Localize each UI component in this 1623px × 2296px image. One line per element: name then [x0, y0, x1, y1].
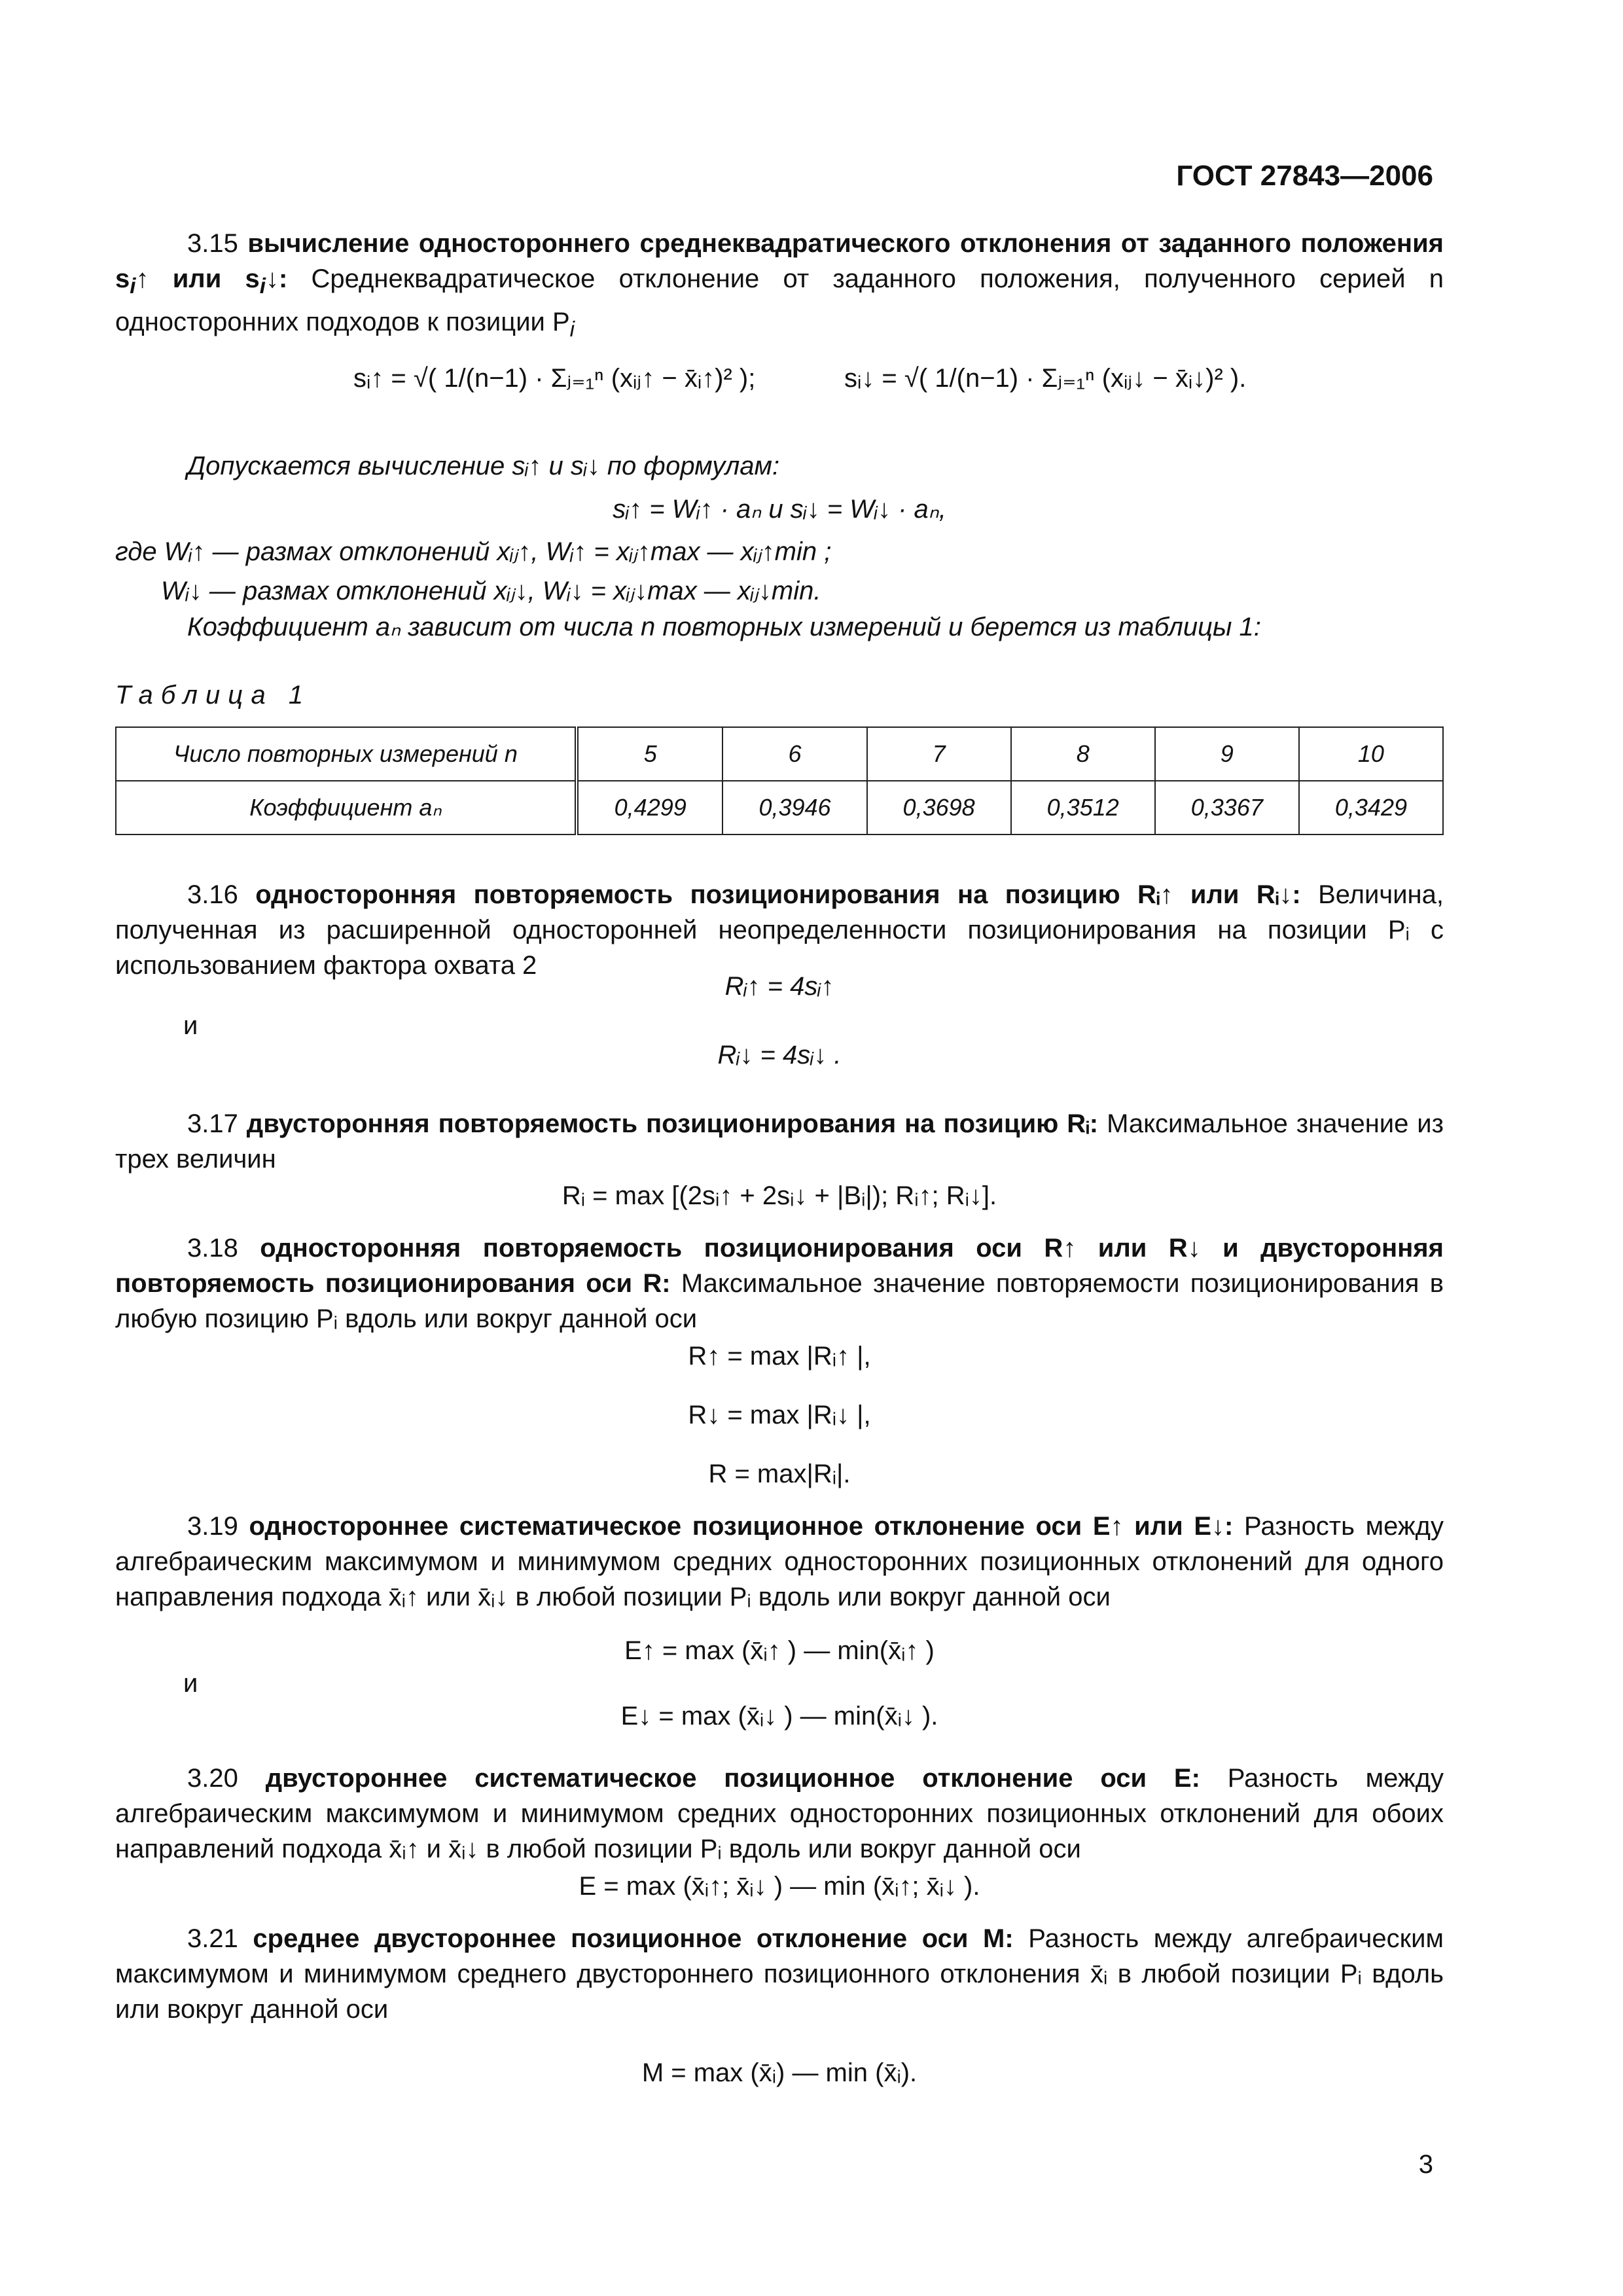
- formula-r-up: Rᵢ↑ = 4sᵢ↑: [724, 972, 834, 1001]
- formula-m: M = max (x̄ᵢ) — min (x̄ᵢ).: [641, 2058, 918, 2087]
- clause-term-tail: ↑ или s: [135, 264, 260, 293]
- clause-3-16: [115, 877, 1444, 983]
- clause-text: Максимальное значение повторяемости позиционирования в любую позицию Pᵢ вдоль или вокруг данной оси: [115, 1269, 1444, 1333]
- table-cell: 10: [1299, 727, 1443, 781]
- clause-term: одностороннее систематическое позиционное отклонение оси E↑ или E↓:: [249, 1512, 1234, 1541]
- clause-number: 3.16: [187, 880, 238, 909]
- clause-number: 3.20: [187, 1764, 238, 1793]
- clause-text: Среднеквадратическое отклонение от заданного положения, полученного серией n односторонних подходов к позиции P: [115, 264, 1444, 336]
- table-cell: 9: [1155, 727, 1299, 781]
- subscript-i: i: [569, 317, 575, 342]
- table-cell: 0,4299: [577, 781, 722, 834]
- subscript-i: i: [130, 274, 136, 298]
- formula-r-axis-down: R↓ = max |Rᵢ↓ |,: [688, 1401, 871, 1429]
- table-cell: 8: [1011, 727, 1155, 781]
- clause-term: вычисление одностороннего среднеквадратического отклонения от заданного положения s: [115, 229, 1444, 293]
- clause-text: Разность между алгебраическим максимумом и минимумом средних односторонних позиционных отклонений для обоих направлений подхода x̄ᵢ↑ и x̄ᵢ↓ в любой позиции Pᵢ вдоль или вокруг данной оси: [115, 1764, 1444, 1863]
- clause-3-20: [115, 1761, 1444, 1867]
- where-line-2: Wᵢ↓ — размах отклонений xᵢⱼ↓, Wᵢ↓ = xᵢⱼ↓max — xᵢⱼ↓min.: [161, 577, 821, 605]
- conjunction: и: [183, 1669, 198, 1698]
- table-cell: 0,3698: [867, 781, 1011, 834]
- formula-s-down: sᵢ↓ = √( 1/(n−1) · Σⱼ₌₁ⁿ (xᵢⱼ↓ − x̄ᵢ↓)² ).: [844, 364, 1247, 393]
- clause-text: Величина, полученная из расширенной односторонней неопределенности позиционирования на позиции Pᵢ с использованием фактора охвата 2: [115, 880, 1444, 980]
- clause-number: 3.15: [187, 229, 238, 258]
- formula-e-axis: E = max (x̄ᵢ↑; x̄ᵢ↓ ) — min (x̄ᵢ↑; x̄ᵢ↓ ).: [579, 1872, 980, 1901]
- where-line-1: где Wᵢ↑ — размах отклонений xᵢⱼ↑, Wᵢ↑ = xᵢⱼ↑max — xᵢⱼ↑min ;: [115, 537, 832, 566]
- conjunction: и: [183, 1011, 198, 1040]
- page-number: 3: [1418, 2150, 1433, 2179]
- subscript-i: i: [259, 274, 266, 298]
- clause-3-19: [115, 1509, 1444, 1615]
- clause-term: односторонняя повторяемость позиционирования на позицию Rᵢ↑ или Rᵢ↓:: [255, 880, 1301, 909]
- table-cell: 7: [867, 727, 1011, 781]
- formula-r-axis: R = max|Rᵢ|.: [708, 1460, 851, 1488]
- formula-e-up: E↑ = max (x̄ᵢ↑ ) — min(x̄ᵢ↑ ): [624, 1636, 935, 1665]
- clause-text: Разность между алгебраическим максимумом и минимумом среднего двустороннего позиционного отклонения x̄ᵢ в любой позиции Pᵢ вдоль или вокруг данной оси: [115, 1924, 1444, 2024]
- clause-term: среднее двустороннее позиционное отклонение оси M:: [253, 1924, 1014, 1953]
- formula-r-down: Rᵢ↓ = 4sᵢ↓ .: [717, 1041, 842, 1069]
- clause-3-15: [115, 226, 1444, 348]
- coefficient-table: [115, 726, 1444, 835]
- clause-number: 3.19: [187, 1512, 238, 1541]
- table-row-label: Коэффициент aₙ: [116, 781, 577, 834]
- clause-term-tail2: ↓:: [266, 264, 288, 293]
- clause-number: 3.21: [187, 1924, 238, 1953]
- formula-ri: Rᵢ = max [(2sᵢ↑ + 2sᵢ↓ + |Bᵢ|); Rᵢ↑; Rᵢ↓].: [562, 1181, 997, 1210]
- table-cell: 0,3946: [722, 781, 866, 834]
- table-cell: 5: [577, 727, 722, 781]
- clause-term: двустороннее систематическое позиционное отклонение оси E:: [265, 1764, 1200, 1793]
- allowed-note: Допускается вычисление sᵢ↑ и sᵢ↓ по формулам:: [187, 452, 780, 480]
- formula-r-axis-up: R↑ = max |Rᵢ↑ |,: [688, 1342, 871, 1371]
- formula-e-down: E↓ = max (x̄ᵢ↓ ) — min(x̄ᵢ↓ ).: [620, 1702, 938, 1731]
- clause-3-17: [115, 1106, 1444, 1177]
- table-cell: 6: [722, 727, 866, 781]
- formula-s-up: sᵢ↑ = √( 1/(n−1) · Σⱼ₌₁ⁿ (xᵢⱼ↑ − x̄ᵢ↑)² );: [353, 364, 756, 393]
- document-code: ГОСТ 27843—2006: [1176, 160, 1433, 192]
- table-row-label: Число повторных измерений n: [116, 727, 577, 781]
- clause-term: односторонняя повторяемость позиционирования оси R↑ или R↓ и двусторонняя повторяемость позиционирования оси R:: [115, 1234, 1444, 1298]
- clause-3-21: [115, 1921, 1444, 2027]
- coefficient-note: Коэффициент aₙ зависит от числа n повторных измерений и берется из таблицы 1:: [187, 613, 1261, 641]
- table-row: [116, 727, 1443, 781]
- clause-term: двусторонняя повторяемость позиционирования на позицию Rᵢ:: [246, 1109, 1099, 1138]
- table-caption: Таблица 1: [115, 681, 312, 709]
- clause-text: Максимальное значение из трех величин: [115, 1109, 1444, 1174]
- table-cell: 0,3512: [1011, 781, 1155, 834]
- table-row: [116, 781, 1443, 834]
- clause-number: 3.17: [187, 1109, 238, 1138]
- formula-w: sᵢ↑ = Wᵢ↑ · aₙ и sᵢ↓ = Wᵢ↓ · aₙ,: [613, 495, 946, 524]
- clause-number: 3.18: [187, 1234, 238, 1263]
- clause-text: Разность между алгебраическим максимумом и минимумом средних односторонних позиционных отклонений для одного направления подхода x̄ᵢ↑ или x̄ᵢ↓ в любой позиции Pᵢ вдоль или вокруг данной оси: [115, 1512, 1444, 1611]
- table-cell: 0,3429: [1299, 781, 1443, 834]
- table-cell: 0,3367: [1155, 781, 1299, 834]
- clause-3-18: [115, 1230, 1444, 1336]
